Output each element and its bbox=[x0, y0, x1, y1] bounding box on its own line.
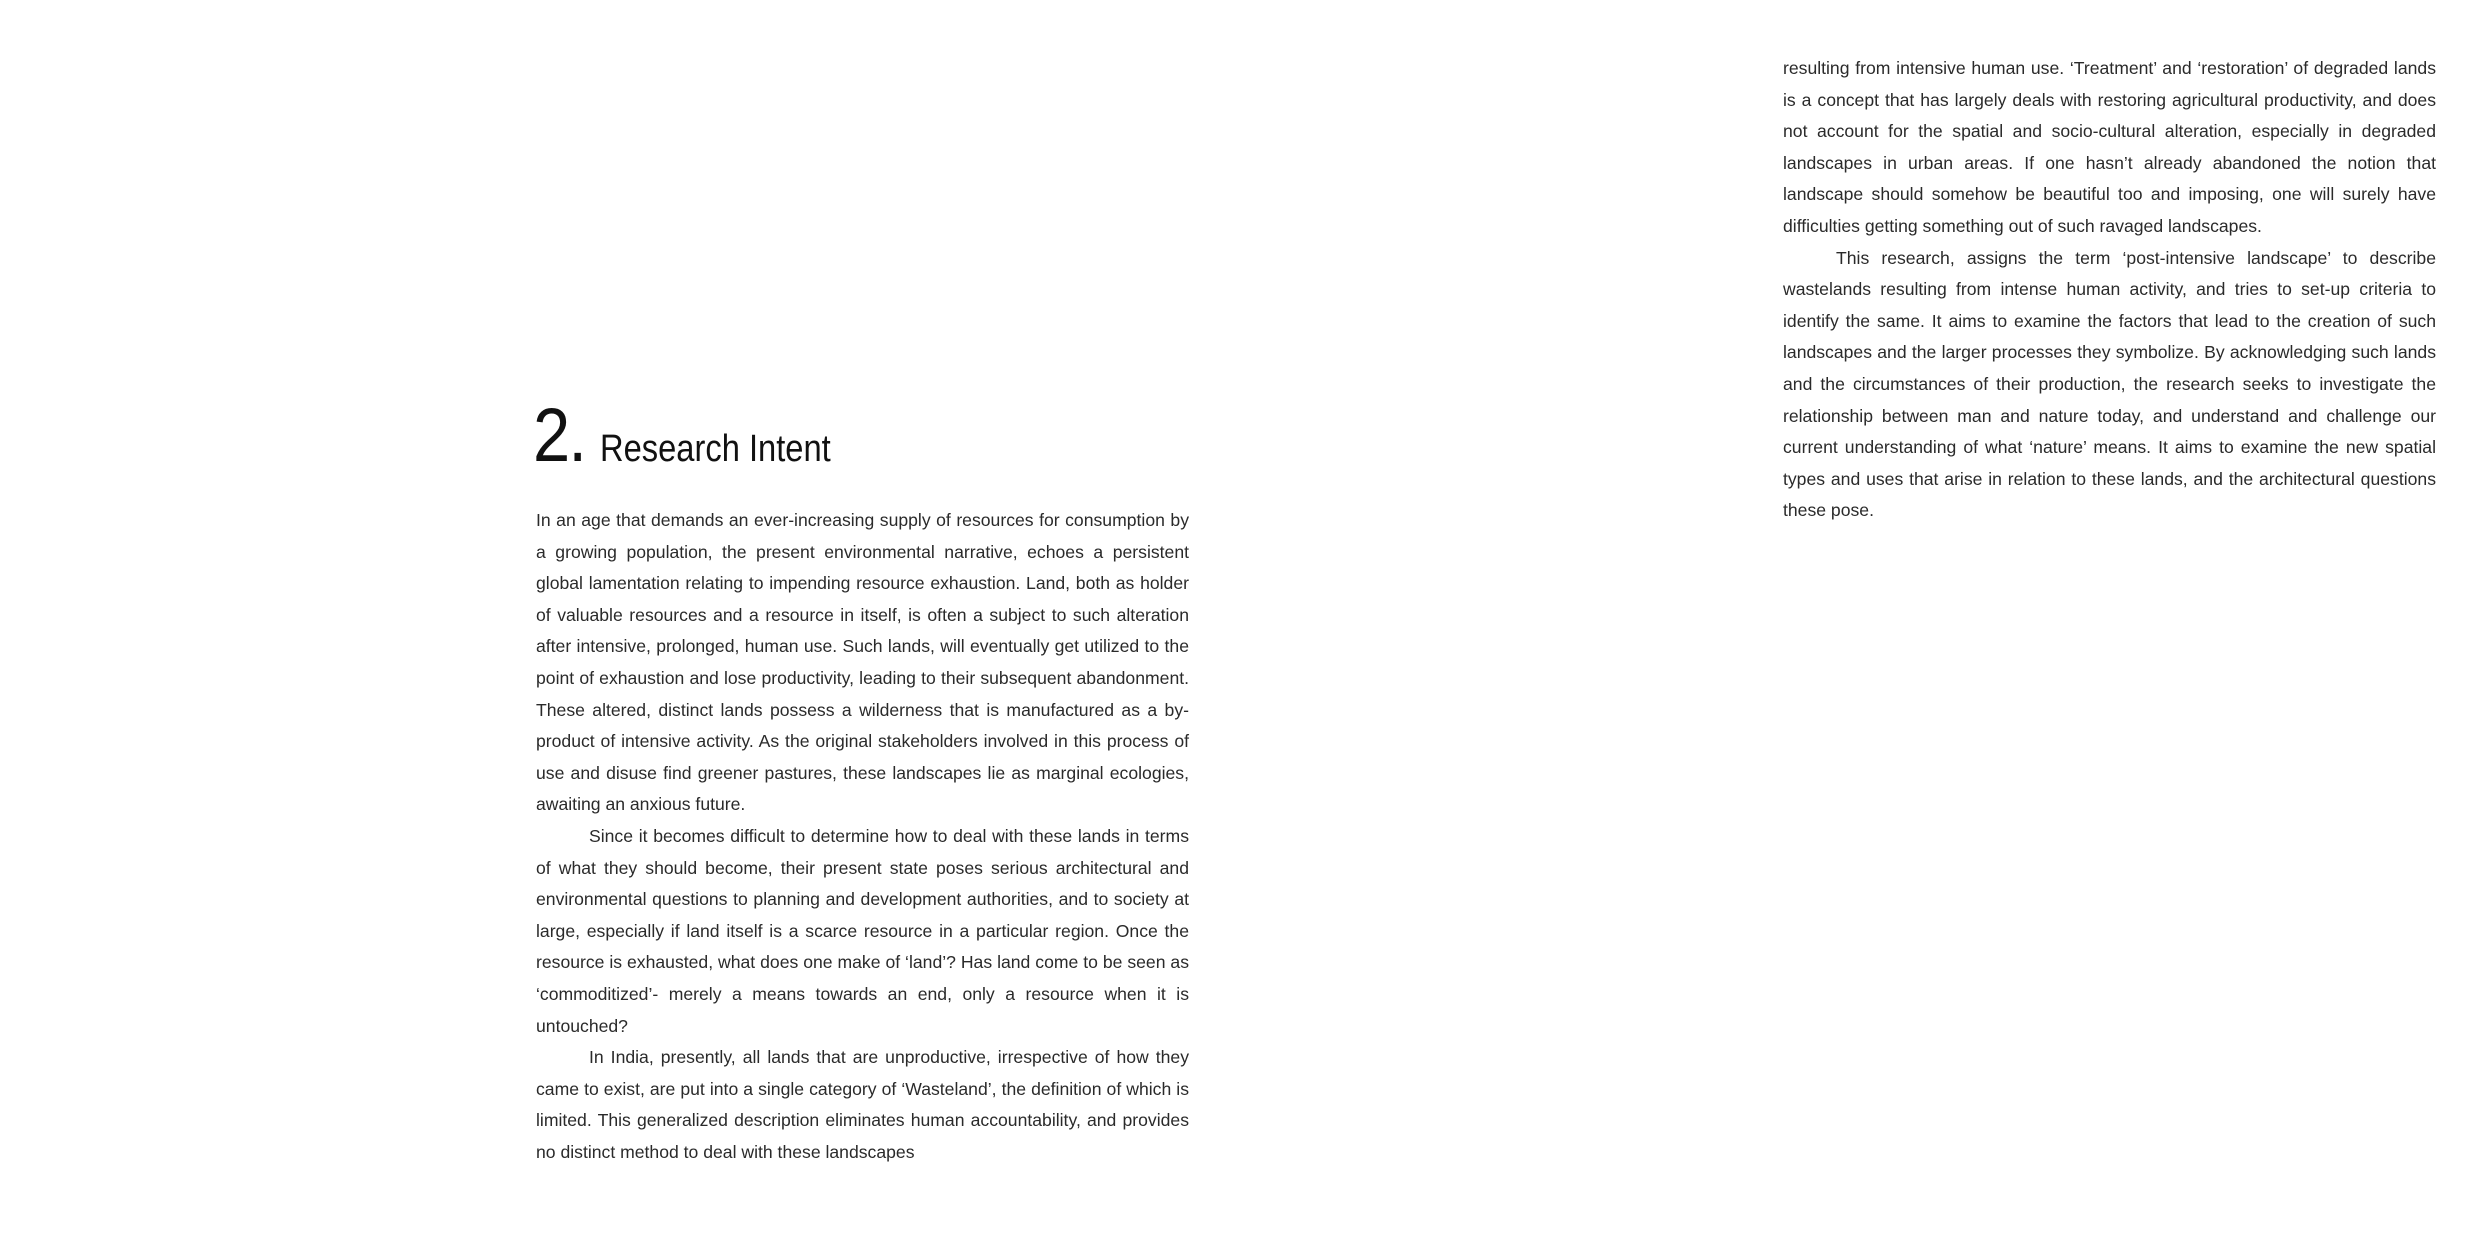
paragraph: In an age that demands an ever-increasing supply of resources for consumption by a growing population, the present environmental narrative, echoes a persistent global lamentation relating to impending resource exhaustion. Land, both as holder of valuable resources and a resource in itself, is often a subject to such alteration after intensive, prolonged, human use. Such lands, will eventually get utilized to the point of exhaustion and lose productivity, leading to their subsequent abandonment. These altered, distinct lands possess a wilderness that is manufactured as a by-product of intensive activity. As the original stakeholders involved in this process of use and disuse find greener pastures, these landscapes lie as marginal ecologies, awaiting an anxious future. bbox=[536, 510, 1189, 815]
right-text-column bbox=[1783, 53, 2436, 527]
paragraph: resulting from intensive human use. ‘Treatment’ and ‘restoration’ of degraded lands is a concept that has largely deals with restoring agricultural productivity, and does not account for the spatial and socio-cultural alteration, especially in degraded landscapes in urban areas. If one hasn’t already abandoned the notion that landscape should somehow be beautiful too and imposing, one will surely have difficulties getting something out of such ravaged landscapes. bbox=[1783, 58, 2436, 236]
paragraph: Since it becomes difficult to determine how to deal with these lands in terms of what they should become, their present state poses serious architectural and environmental questions to planning and development authorities, and to society at large, especially if land itself is a scarce resource in a particular region. Once the resource is exhausted, what does one make of ‘land’? Has land come to be seen as ‘commoditized’- merely a means towards an end, only a resource when it is untouched? bbox=[536, 825, 1189, 1036]
paragraph: This research, assigns the term ‘post-intensive landscape’ to describe wastelands resulting from intense human activity, and tries to set-up criteria to identify the same. It aims to examine the factors that lead to the creation of such landscapes and the larger processes they symbolize. By acknowledging such lands and the circumstances of their production, the research seeks to investigate the relationship between man and nature today, and understand and challenge our current understanding of what ‘nature’ means. It aims to examine the new spatial types and uses that arise in relation to these lands, and the architectural questions these pose. bbox=[1783, 247, 2436, 521]
left-text-column bbox=[536, 505, 1189, 1168]
section-heading bbox=[533, 392, 869, 479]
paragraph: In India, presently, all lands that are unproductive, irrespective of how they came to exist, are put into a single category of ‘Wasteland’, the definition of which is limited. This generalized description eliminates human accountability, and provides no distinct method to deal with these landscapes bbox=[536, 1047, 1189, 1162]
section-title: Research Intent bbox=[600, 428, 832, 470]
section-number: 2. bbox=[533, 393, 586, 478]
